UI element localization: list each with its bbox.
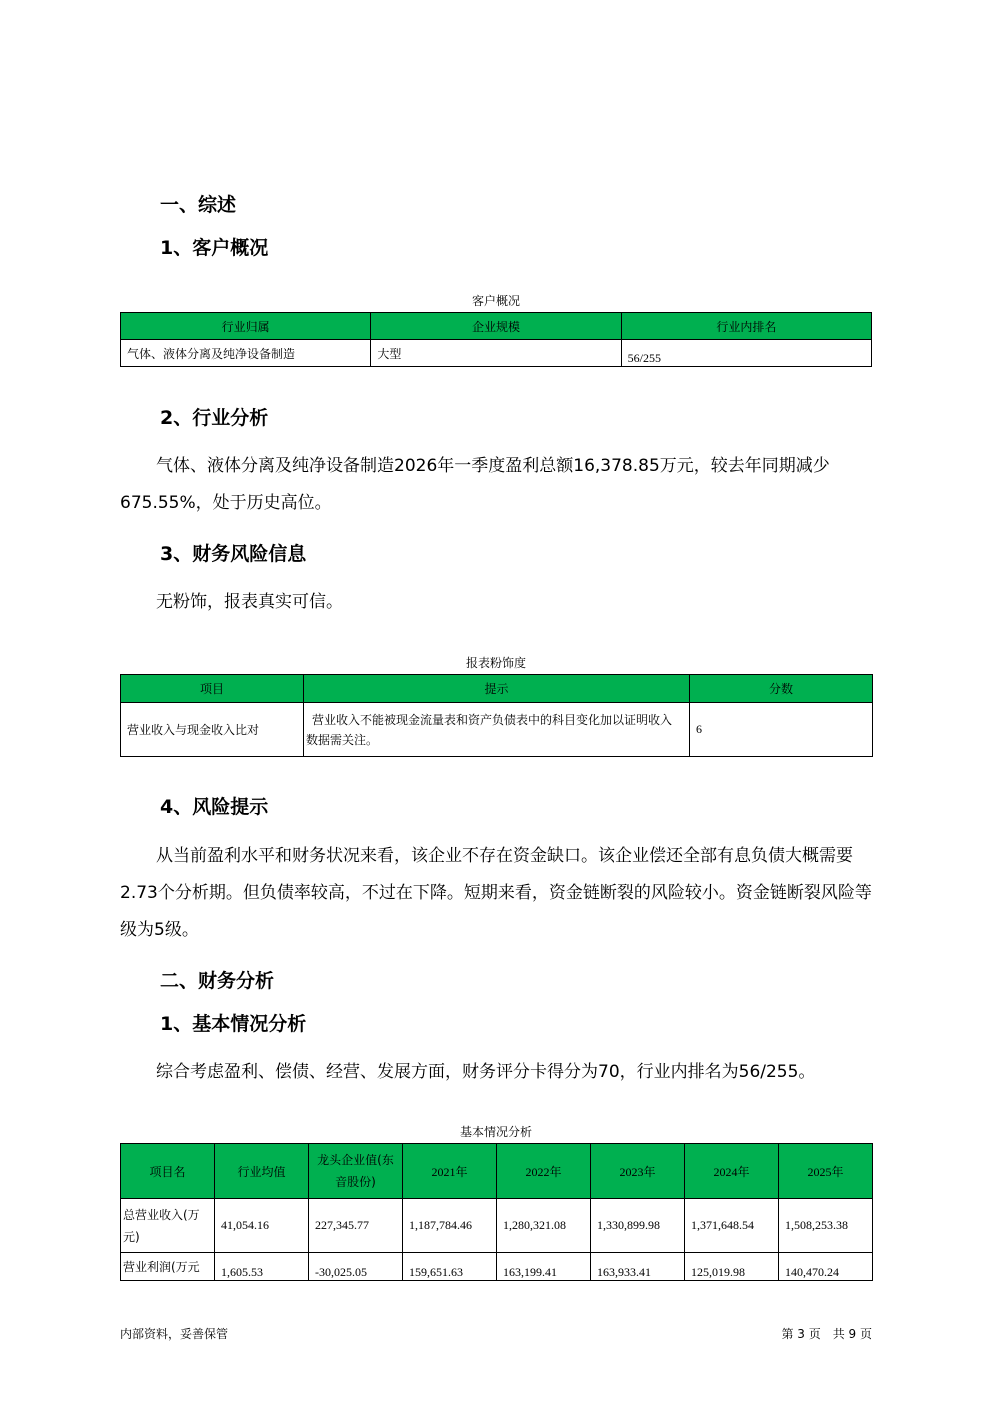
basic-analysis-table — [120, 1143, 873, 1281]
table-row — [121, 340, 872, 367]
table-header: 企业规模 — [371, 313, 621, 340]
table-header: 项目名 — [121, 1144, 215, 1199]
table-cell: 1,508,253.38 — [779, 1199, 873, 1253]
subheading-customer-overview: 1、客户概况 — [160, 237, 269, 259]
table-header: 2024年 — [685, 1144, 779, 1199]
table-cell: 营业收入与现金收入比对 — [121, 703, 304, 757]
table-caption-statement-embellishment: 报表粉饰度 — [465, 656, 526, 670]
table-cell: -30,025.05 — [309, 1253, 403, 1281]
table-cell: 1,605.53 — [215, 1253, 309, 1281]
table-cell: 41,054.16 — [215, 1199, 309, 1253]
risk-warning-paragraph — [120, 838, 876, 949]
table-cell: 气体、液体分离及纯净设备制造 — [121, 340, 371, 367]
table-header: 2025年 — [779, 1144, 873, 1199]
table-row — [121, 703, 873, 757]
footer-page-number: 第 3 页 共 9 页 — [781, 1327, 872, 1341]
financial-risk-text: 无粉饰，报表真实可信。 — [156, 592, 343, 612]
table-header: 提示 — [304, 675, 690, 703]
subheading-basic-analysis: 1、基本情况分析 — [160, 1013, 307, 1035]
financial-risk-paragraph — [120, 584, 876, 621]
table-header: 分数 — [690, 675, 873, 703]
table-header: 2022年 — [497, 1144, 591, 1199]
subheading-industry-analysis: 2、行业分析 — [160, 407, 269, 429]
table-cell: 1,371,648.54 — [685, 1199, 779, 1253]
table-cell: 营业收入不能被现金流量表和资产负债表中的科目变化加以证明收入数据需关注。 — [304, 703, 690, 757]
table-header: 2021年 — [403, 1144, 497, 1199]
customer-overview-table — [120, 312, 872, 367]
table-cell: 总营业收入(万元) — [121, 1199, 215, 1253]
table-cell: 营业利润(万元 — [121, 1253, 215, 1281]
table-header: 行业内排名 — [621, 313, 871, 340]
industry-analysis-text: 气体、液体分离及纯净设备制造2026年一季度盈利总额16,378.85万元，较去年同期减少675.55%，处于历史高位。 — [120, 456, 830, 513]
basic-analysis-paragraph — [120, 1054, 876, 1091]
section-heading-financial-analysis: 二、财务分析 — [160, 970, 275, 992]
table-caption-customer-overview: 客户概况 — [471, 294, 520, 308]
table-row — [121, 1253, 873, 1281]
table-caption-basic-analysis: 基本情况分析 — [459, 1125, 532, 1139]
table-cell: 大型 — [371, 340, 621, 367]
table-row — [121, 1199, 873, 1253]
table-cell: 56/255 — [621, 340, 871, 367]
table-header: 项目 — [121, 675, 304, 703]
risk-warning-text: 从当前盈利水平和财务状况来看，该企业不存在资金缺口。该企业偿还全部有息负债大概需要 2.73个分析期。但负债率较高，不过在下降。短期来看，资金链断裂的风险较小。资金链断裂风险等级为5级。 — [120, 846, 872, 940]
table-cell: 159,651.63 — [403, 1253, 497, 1281]
subheading-financial-risk-info: 3、财务风险信息 — [160, 543, 307, 565]
footer-confidential: 内部资料，妥善保管 — [120, 1327, 229, 1341]
table-cell: 6 — [690, 703, 873, 757]
basic-analysis-text: 综合考虑盈利、偿债、经营、发展方面，财务评分卡得分为70，行业内排名为56/255。 — [156, 1062, 816, 1082]
table-header: 行业均值 — [215, 1144, 309, 1199]
table-cell: 140,470.24 — [779, 1253, 873, 1281]
table-cell: 163,199.41 — [497, 1253, 591, 1281]
table-cell: 1,330,899.98 — [591, 1199, 685, 1253]
table-cell: 227,345.77 — [309, 1199, 403, 1253]
section-heading-overview: 一、综述 — [160, 194, 237, 216]
subheading-risk-warning: 4、风险提示 — [160, 796, 269, 818]
table-cell: 1,280,321.08 — [497, 1199, 591, 1253]
table-header: 行业归属 — [121, 313, 371, 340]
statement-embellishment-table — [120, 674, 873, 757]
table-cell: 163,933.41 — [591, 1253, 685, 1281]
table-cell: 125,019.98 — [685, 1253, 779, 1281]
table-cell: 1,187,784.46 — [403, 1199, 497, 1253]
table-header: 2023年 — [591, 1144, 685, 1199]
table-header: 龙头企业值(东音股份) — [309, 1144, 403, 1199]
industry-analysis-paragraph — [120, 448, 876, 522]
